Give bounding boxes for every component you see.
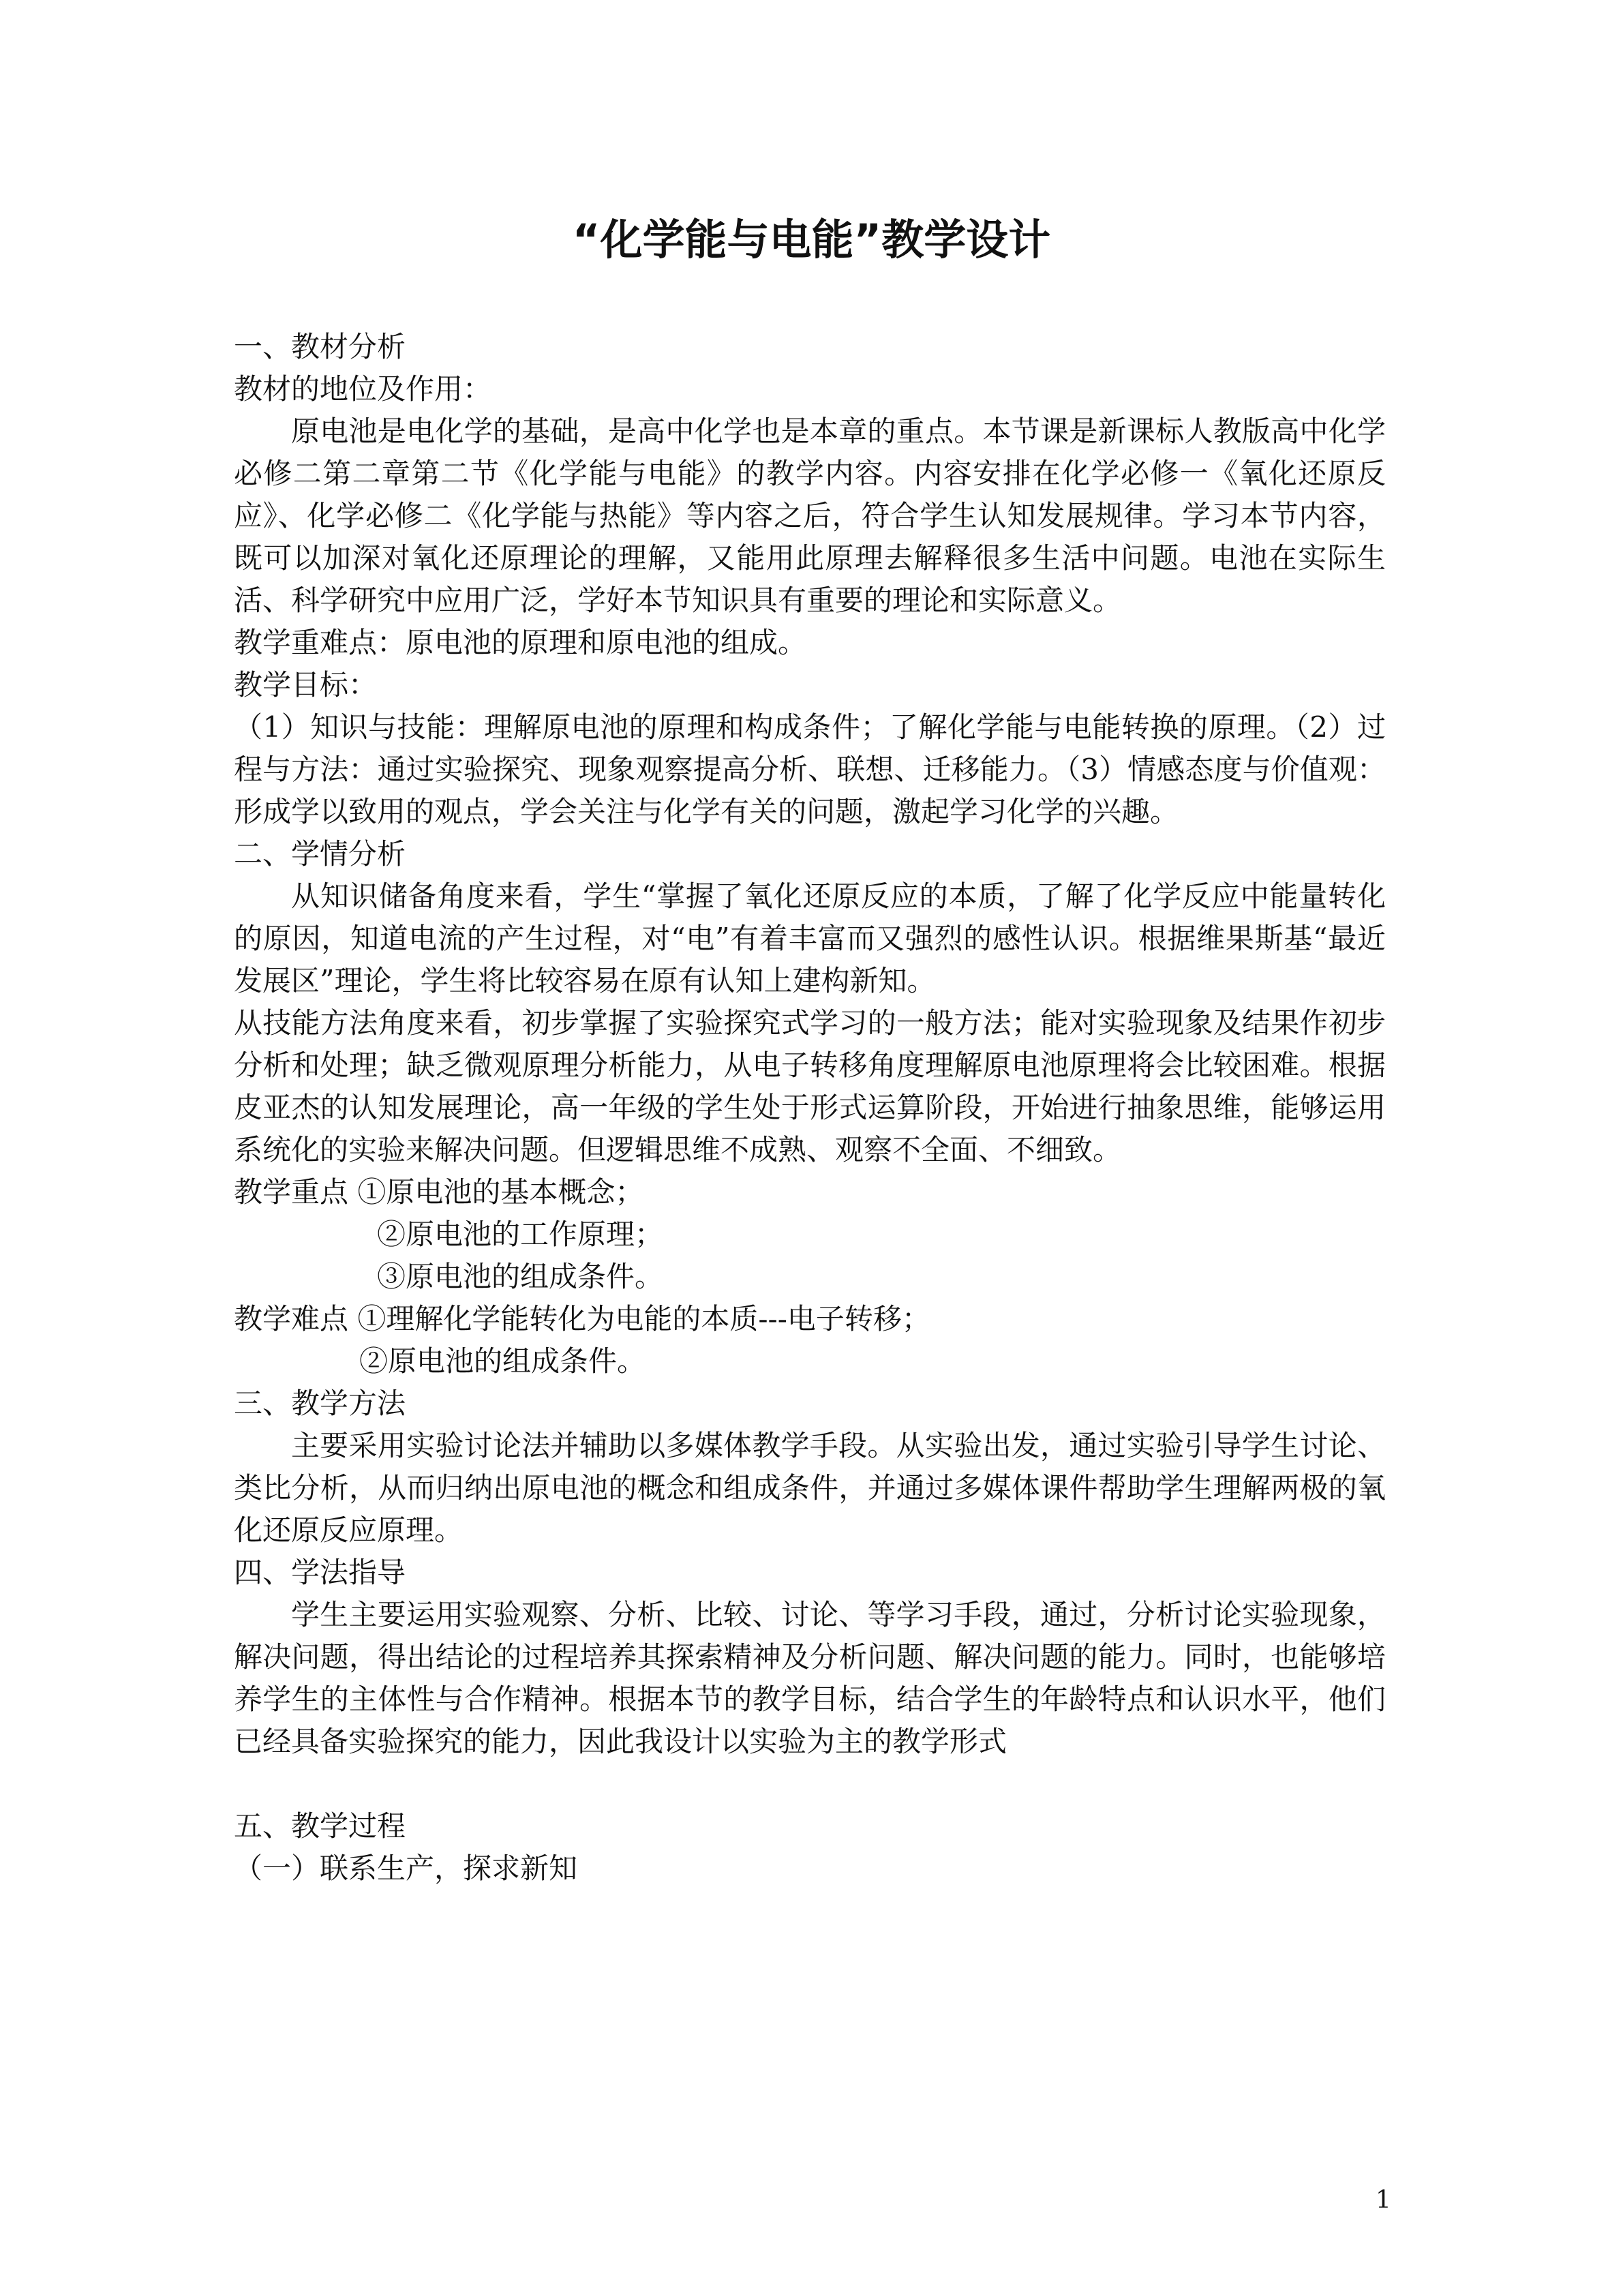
key-difficult-points: 教学重难点：原电池的原理和原电池的组成。: [234, 626, 807, 659]
section2-paragraph-skills: 从技能方法角度来看，初步掌握了实验探究式学习的一般方法；能对实验现象及结果作初步分析和处理；缺乏微观原理分析能力，从电子转移角度理解原电池原理将会比较困难。根据皮亚杰的认知发展理论，高一年级的学生处于形式运算阶段，开始进行抽象思维，能够运用系统化的实验来解决问题。但逻辑思维不成熟、观察不全面、不细致。: [234, 1006, 1386, 1166]
key-point-3: ③原电池的组成条件。: [377, 1260, 664, 1293]
goals-text: （1）知识与技能：理解原电池的原理和构成条件；了解化学能与电能转换的原理。（2）过程与方法：通过实验探究、现象观察提高分析、联想、迁移能力。（3）情感态度与价值观：形成学以致用的观点，学会关注与化学有关的问题，激起学习化学的兴趣。: [234, 710, 1386, 828]
section5-subheading: （一）联系生产，探求新知: [234, 1852, 578, 1885]
difficulty-1: 教学难点 ①理解化学能转化为电能的本质---电子转移；: [234, 1302, 930, 1335]
section4-paragraph: 学生主要运用实验观察、分析、比较、讨论、等学习手段，通过，分析讨论实验现象，解决问题，得出结论的过程培养其探索精神及分析问题、解决问题的能力。同时，也能够培养学生的主体性与合作精神。根据本节的教学目标，结合学生的年龄特点和认识水平，他们已经具备实验探究的能力，因此我设计以实验为主的教学形式: [234, 1598, 1386, 1758]
section1-paragraph: 原电池是电化学的基础，是高中化学也是本章的重点。本节课是新课标人教版高中化学必修二第二章第二节《化学能与电能》的教学内容。内容安排在化学必修一《氧化还原反应》、化学必修二《化学能与热能》等内容之后，符合学生认知发展规律。学习本节内容，既可以加深对氧化还原理论的理解，又能用此原理去解释很多生活中问题。电池在实际生活、科学研究中应用广泛，学好本节知识具有重要的理论和实际意义。: [234, 414, 1386, 617]
blank-line: [234, 1763, 1386, 1805]
difficulty-2: ②原电池的组成条件。: [359, 1344, 646, 1378]
key-point-2: ②原电池的工作原理；: [377, 1218, 664, 1251]
page-number: 1: [1376, 2186, 1391, 2214]
section2-heading: 二、学情分析: [234, 837, 406, 871]
section5-heading: 五、教学过程: [234, 1809, 406, 1843]
section3-paragraph: 主要采用实验讨论法并辅助以多媒体教学手段。从实验出发，通过实验引导学生讨论、类比分析，从而归纳出原电池的概念和组成条件，并通过多媒体课件帮助学生理解两极的氧化还原反应原理。: [234, 1429, 1386, 1547]
section3-heading: 三、教学方法: [234, 1387, 406, 1420]
section1-subheading: 教材的地位及作用：: [234, 372, 492, 406]
key-point-1: 教学重点 ①原电池的基本概念；: [234, 1175, 644, 1209]
goals-heading: 教学目标：: [234, 668, 378, 701]
document-body: [234, 326, 1386, 1890]
section2-paragraph-knowledge: 从知识储备角度来看，学生“掌握了氧化还原反应的本质，了解了化学反应中能量转化的原因，知道电流的产生过程，对“电”有着丰富而又强烈的感性认识。根据维果斯基“最近发展区”理论，学生将比较容易在原有认知上建构新知。: [234, 879, 1386, 997]
section1-heading: 一、教材分析: [234, 330, 406, 363]
document-title: “化学能与电能”教学设计: [572, 215, 1051, 265]
section4-heading: 四、学法指导: [234, 1556, 406, 1589]
